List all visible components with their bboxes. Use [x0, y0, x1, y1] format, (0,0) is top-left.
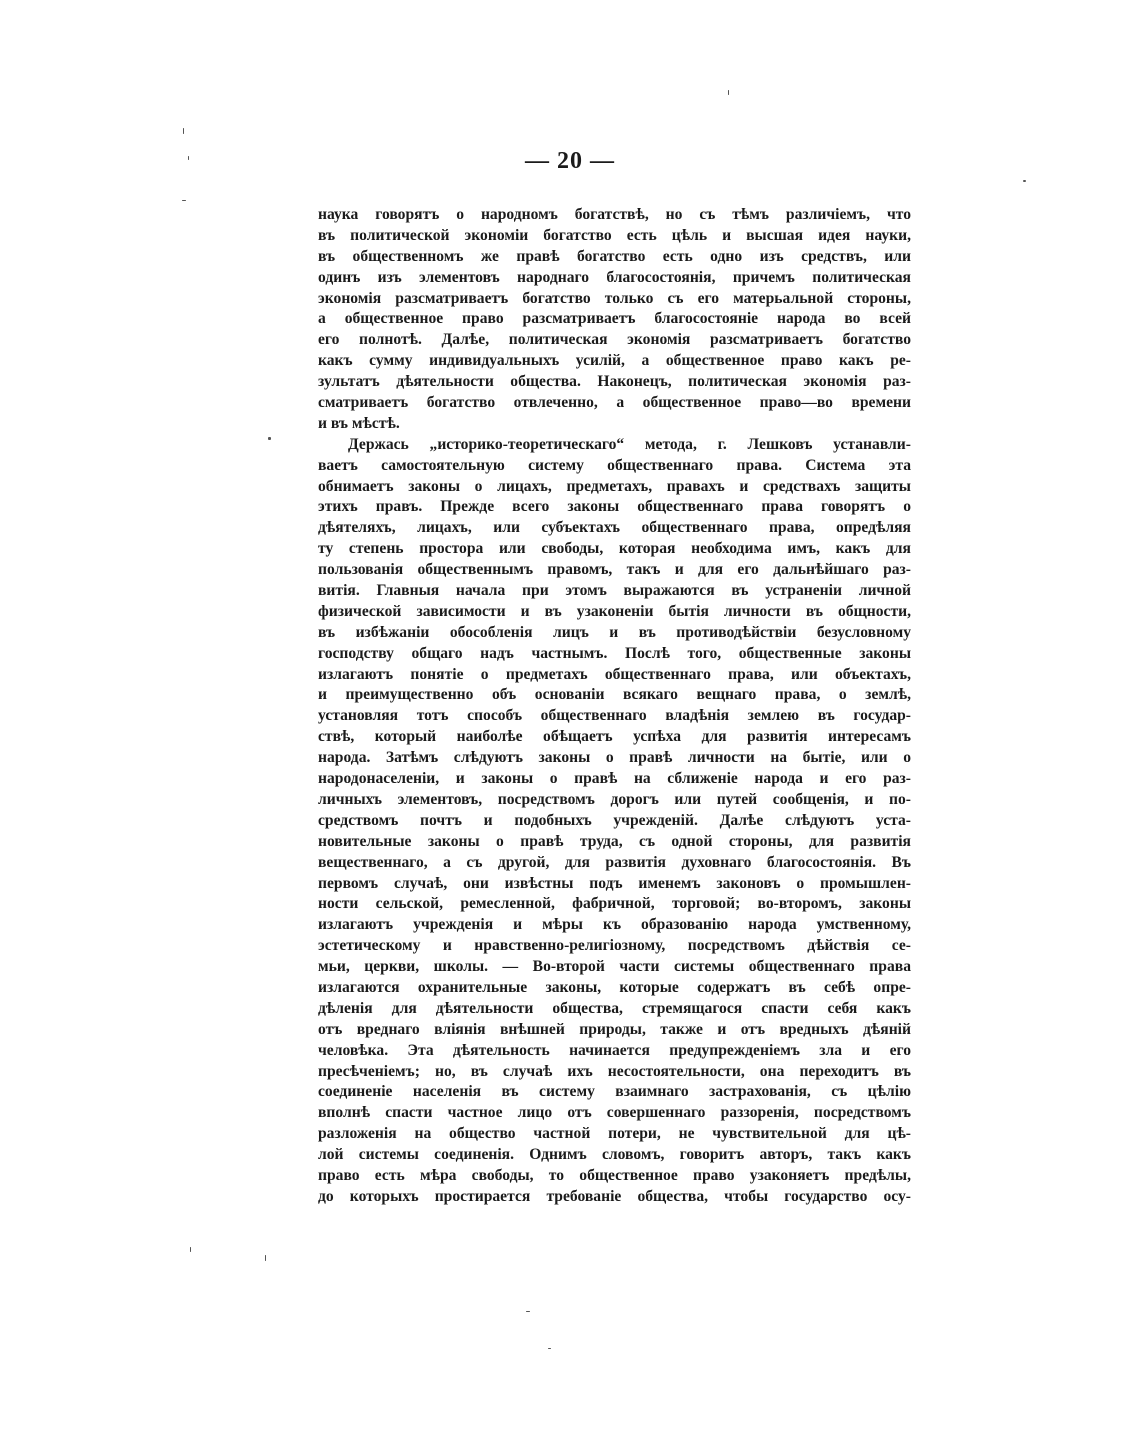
text-line: излагаютъ учрежденія и мѣры къ образованію народа умственному, [318, 916, 911, 934]
scan-speck [183, 128, 184, 134]
text-line: этихъ правъ. Прежде всего законы общественнаго права говорятъ о [318, 498, 911, 516]
text-line: въ избѣжаніи обособленія лицъ и въ противодѣйствіи безусловному [318, 623, 911, 641]
body-text [318, 205, 911, 1208]
text-line: новительные законы о правѣ труда, съ одной стороны, для развитія [318, 832, 911, 850]
scan-speck [1023, 180, 1026, 182]
text-line: излагаютъ понятіе о предметахъ общественнаго права, или объектахъ, [318, 665, 911, 683]
text-line: ту степень простора или свободы, которая необходима имъ, какъ для [318, 540, 911, 558]
scan-speck [548, 1348, 551, 1349]
text-line: въ политической экономіи богатство есть цѣль и высшая идея науки, [318, 226, 911, 244]
text-line: физической зависимости и въ узаконеніи бытія личности въ общности, [318, 602, 911, 620]
text-line: излагаются охранительные законы, которые содержатъ въ себѣ опре- [318, 978, 911, 996]
text-line: средствомъ почтъ и подобныхъ учрежденій. Далѣе слѣдуютъ уста- [318, 811, 911, 829]
text-line: народа. Затѣмъ слѣдуютъ законы о правѣ личности на бытіе, или о [318, 749, 911, 767]
text-line: дѣленія для дѣятельности общества, стремящагося спасти себя какъ [318, 999, 911, 1017]
paragraph-start-line: Держась „историко-теоретическаго“ метода, г. Лешковъ устанавли- [348, 435, 911, 453]
text-line: лой системы соединенія. Однимъ словомъ, говоритъ авторъ, такъ какъ [318, 1146, 911, 1164]
text-line: первомъ случаѣ, они извѣстны подъ именемъ законовъ о промышлен- [318, 874, 911, 892]
text-line: и преимущественно объ основаніи всякаго вещнаго права, о землѣ, [318, 686, 911, 704]
text-line: соединеніе населенія въ систему взаимнаго застрахованія, съ цѣлію [318, 1083, 911, 1101]
scan-speck [265, 1255, 266, 1261]
text-line: вполнѣ спасти частное лицо отъ совершеннаго раззоренія, посредствомъ [318, 1104, 911, 1122]
page-number: — 20 — [525, 148, 615, 174]
scan-speck [268, 437, 271, 440]
text-line: его полнотѣ. Далѣе, политическая экономія разсматриваетъ богатство [318, 331, 911, 349]
text-line: вещественнаго, а съ другой, для развитія духовнаго благосостоянія. Въ [318, 853, 911, 871]
text-line: установляя тотъ способъ общественнаго владѣнія землею въ государ- [318, 707, 911, 725]
text-line: право есть мѣра свободы, то общественное право узаконяетъ предѣлы, [318, 1166, 911, 1184]
scan-speck [182, 200, 186, 201]
text-line: отъ вреднаго вліянія внѣшней природы, также и отъ вредныхъ дѣяній [318, 1020, 911, 1038]
text-line: до которыхъ простирается требованіе общества, чтобы государство осу- [318, 1187, 911, 1205]
text-line: витія. Главныя начала при этомъ выражаются въ устраненіи личной [318, 582, 911, 600]
text-line: зультатъ дѣятельности общества. Наконецъ, политическая экономія раз- [318, 373, 911, 391]
scan-speck [190, 1247, 191, 1252]
scan-speck [188, 156, 189, 160]
text-line: въ общественномъ же правѣ богатство есть одно изъ средствъ, или [318, 247, 911, 265]
text-line: одинъ изъ элементовъ народнаго благосостоянія, причемъ политическая [318, 268, 911, 286]
text-line: личныхъ элементовъ, посредствомъ дорогъ или путей сообщенія, и по- [318, 790, 911, 808]
scan-speck [526, 1311, 530, 1312]
scan-speck [728, 90, 729, 95]
text-line: ваетъ самостоятельную систему общественнаго права. Система эта [318, 456, 911, 474]
text-line: дѣятеляхъ, лицахъ, или субъектахъ общественнаго права, опредѣляя [318, 519, 911, 537]
text-line: ности сельской, ремесленной, фабричной, торговой; во-второмъ, законы [318, 895, 911, 913]
text-line: сматриваетъ богатство отвлеченно, а общественное право—во времени [318, 394, 911, 412]
text-line: обнимаетъ законы о лицахъ, предметахъ, правахъ и средствахъ защиты [318, 477, 911, 495]
text-line: пресѣченіемъ; но, въ случаѣ ихъ несостоятельности, она переходитъ въ [318, 1062, 911, 1080]
text-line: и въ мѣстѣ. [318, 414, 400, 432]
text-line: мьи, церкви, школы. — Во-второй части системы общественнаго права [318, 958, 911, 976]
text-line: экономія разсматриваетъ богатство только съ его матерьальной стороны, [318, 289, 911, 307]
text-line: а общественное право разсматриваетъ благосостояніе народа во всей [318, 310, 911, 328]
text-line: наука говорятъ о народномъ богатствѣ, но съ тѣмъ различіемъ, что [318, 206, 911, 223]
text-line: ствѣ, который наиболѣе обѣщаетъ успѣха для развитія интересамъ [318, 728, 911, 746]
text-line: человѣка. Эта дѣятельность начинается предупрежденіемъ зла и его [318, 1041, 911, 1059]
text-line: пользованія общественнымъ правомъ, такъ и для его дальнѣйшаго раз- [318, 561, 911, 579]
text-line: народонаселеніи, и законы о правѣ на сближеніе народа и его раз- [318, 770, 911, 788]
text-line: господству общаго надъ частнымъ. Послѣ того, общественные законы [318, 644, 911, 662]
text-line: разложенія на общество частной потери, не чувствительной для цѣ- [318, 1125, 911, 1143]
text-line: эстетическому и нравственно-религіозному, посредствомъ дѣйствія се- [318, 937, 911, 955]
text-line: какъ сумму индивидуальныхъ усилій, а общественное право какъ ре- [318, 352, 911, 370]
